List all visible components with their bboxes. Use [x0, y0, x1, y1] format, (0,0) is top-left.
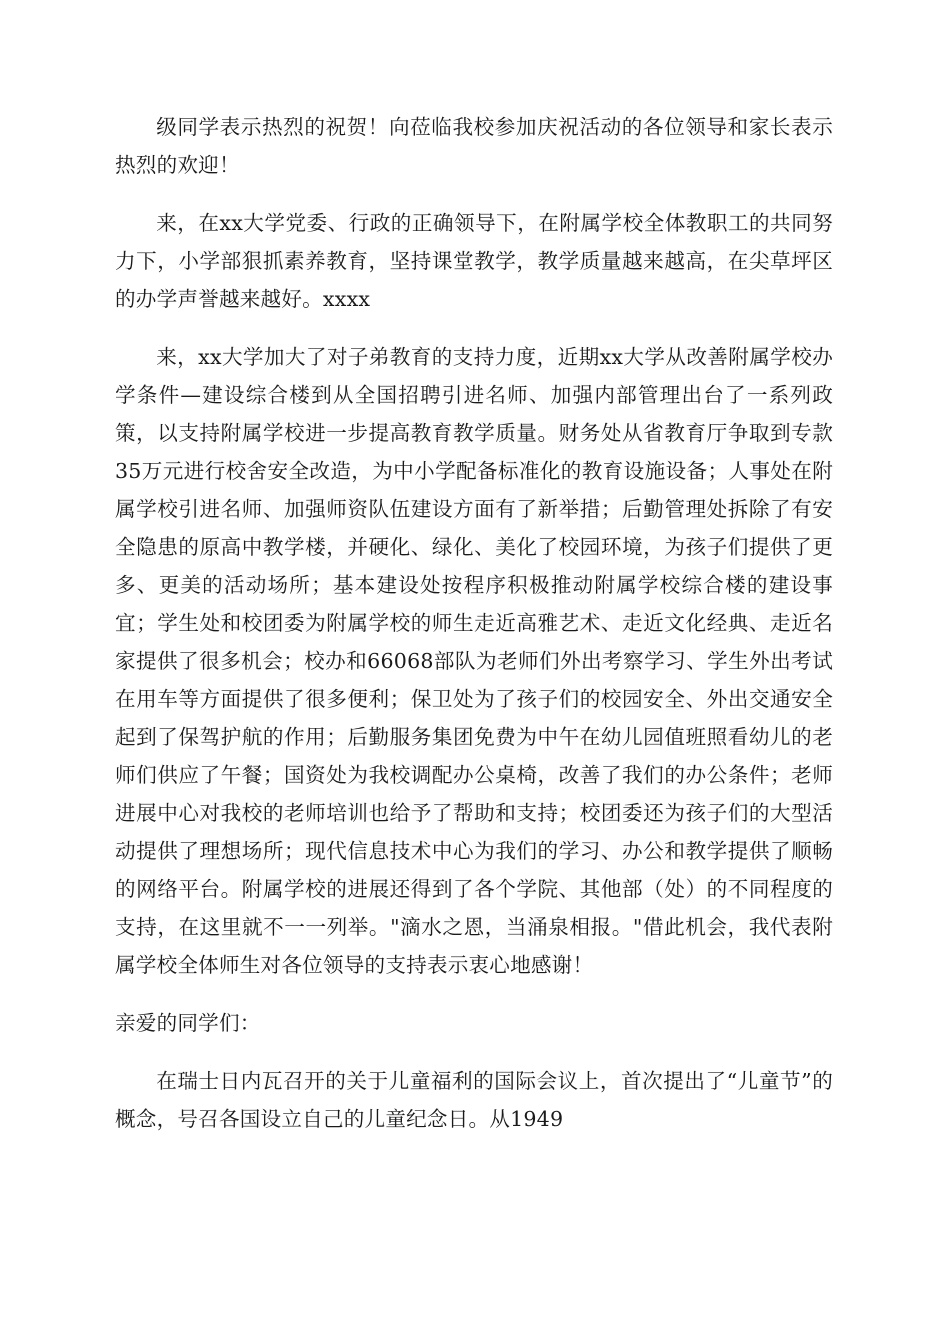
paragraph-congratulations: 级同学表示热烈的祝贺！向莅临我校参加庆祝活动的各位领导和家长表示热烈的欢迎！: [115, 115, 833, 177]
paragraph-salutation: 亲爱的同学们：: [115, 1011, 261, 1035]
document-body: [115, 108, 833, 1158]
paragraph-leadership: 来，在xx大学党委、行政的正确领导下，在附属学校全体教职工的共同努力下，小学部狠抓素养教育，坚持课堂教学，教学质量越来越高，在尖草坪区的办学声誉越来越好。xxxx: [115, 211, 833, 311]
paragraph-childrens-day: 在瑞士日内瓦召开的关于儿童福利的国际会议上，首次提出了“儿童节”的概念，号召各国设立自己的儿童纪念日。从1949: [115, 1069, 833, 1131]
paragraph-support-list: 来，xx大学加大了对子弟教育的支持力度，近期xx大学从改善附属学校办学条件—建设综合楼到从全国招聘引进名师、加强内部管理出台了一系列政策，以支持附属学校进一步提高教育教学质量。财务处从省教育厅争取到专款35万元进行校舍安全改造，为中小学配备标准化的教育设施设备；人事处在附属学校引进名师、加强师资队伍建设方面有了新举措；后勤管理处拆除了有安全隐患的原高中教学楼，并硬化、绿化、美化了校园环境，为孩子们提供了更多、更美的活动场所；基本建设处按程序积极推动附属学校综合楼的建设事宜；学生处和校团委为附属学校的师生走近高雅艺术、走近文化经典、走近名家提供了很多机会；校办和66068部队为老师们外出考察学习、学生外出考试在用车等方面提供了很多便利；保卫处为了孩子们的校园安全、外出交通安全起到了保驾护航的作用；后勤服务集团免费为中午在幼儿园值班照看幼儿的老师们供应了午餐；国资处为我校调配办公桌椅，改善了我们的办公条件；老师进展中心对我校的老师培训也给予了帮助和支持；校团委还为孩子们的大型活动提供了理想场所；现代信息技术中心为我们的学习、办公和教学提供了顺畅的网络平台。附属学校的进展还得到了各个学院、其他部（处）的不同程度的支持，在这里就不一一列举。"滴水之恩，当涌泉相报。"借此机会，我代表附属学校全体师生对各位领导的支持表示衷心地感谢！: [115, 345, 833, 977]
